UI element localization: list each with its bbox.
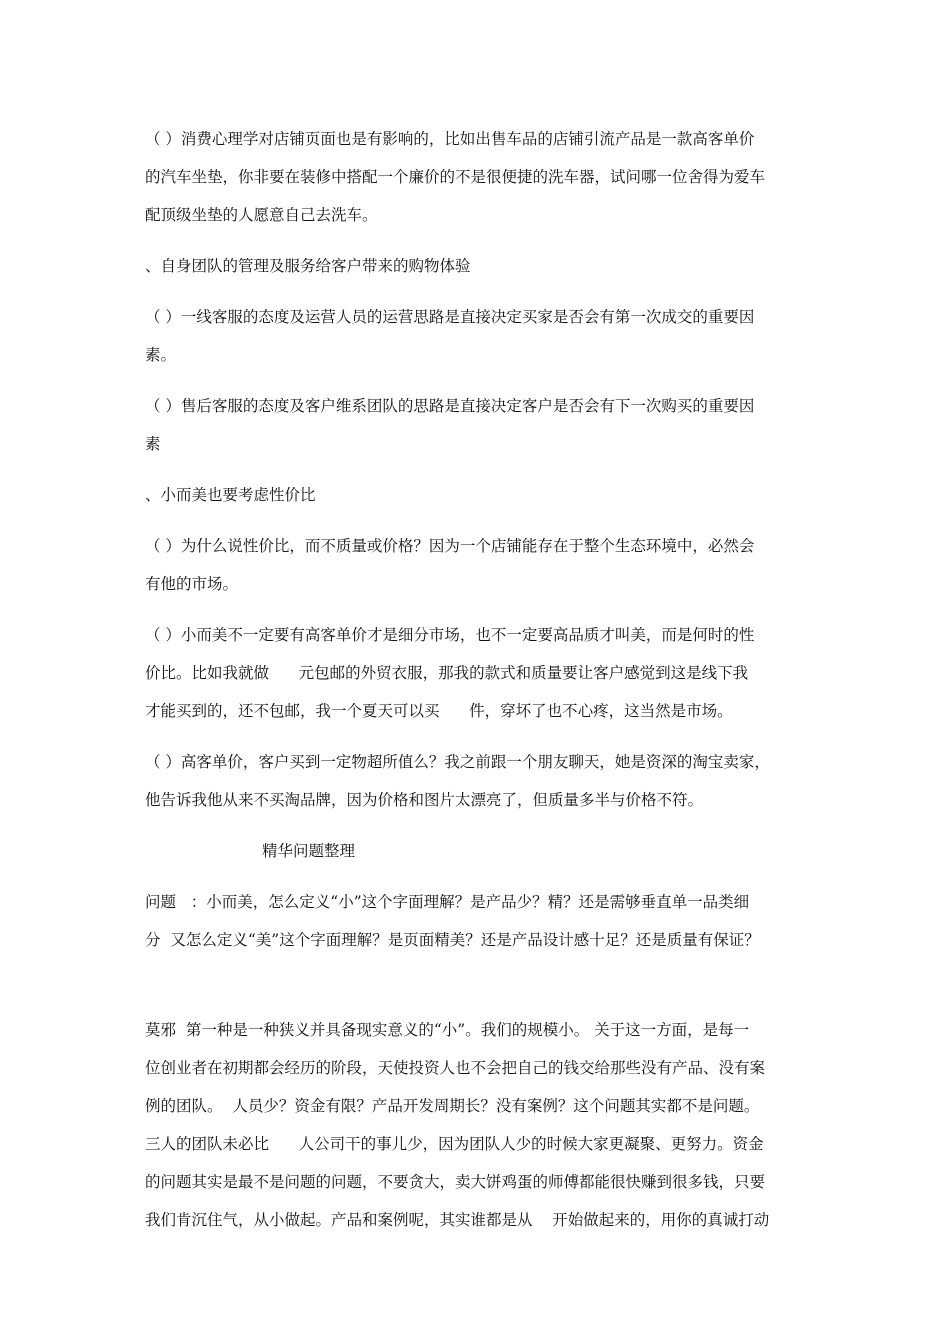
paragraph-line: （ ）消费心理学对店铺页面也是有影响的，比如出售车品的店铺引流产品是一款高客单价: [145, 130, 755, 148]
section-heading: 、自身团队的管理及服务给客户带来的购物体验: [145, 257, 471, 275]
answer-line: 位创业者在初期都会经历的阶段，天使投资人也不会把自己的钱交给那些没有产品、没有案: [145, 1059, 766, 1077]
section-title: 精华问题整理: [262, 842, 356, 860]
paragraph-line: （ ）售后客服的态度及客户维系团队的思路是直接决定客户是否会有下一次购买的重要因: [145, 397, 755, 415]
paragraph-line: 才能买到的，还不包邮，我一个夏天可以买 件，穿坏了也不心疼，这当然是市场。: [145, 702, 733, 720]
question-line: 问题 ：小而美，怎么定义“小”这个字面理解？是产品少？精？还是需够垂直单一品类细: [145, 893, 750, 911]
paragraph-line: 有他的市场。: [145, 575, 239, 593]
paragraph-line: （ ）为什么说性价比，而不质量或价格？因为一个店铺能存在于整个生态环境中，必然会: [145, 537, 755, 555]
answer-line: 莫邪 第一种是一种狭义并具备现实意义的“小”。我们的规模小。 关于这一方面，是每一: [145, 1021, 750, 1039]
answer-line: 的问题其实是最不是问题的问题，不要贪大，卖大饼鸡蛋的师傅都能很快赚到很多钱，只要: [145, 1173, 766, 1191]
question-line: 分 又怎么定义“美”这个字面理解？是页面精美？还是产品设计感十足？还是质量有保证？: [145, 931, 760, 949]
answer-line: 三人的团队未必比 人公司干的事儿少，因为团队人少的时候大家更凝聚、更努力。资金: [145, 1135, 764, 1153]
paragraph-line: 素。: [145, 346, 177, 364]
paragraph-line: （ ）小而美不一定要有高客单价才是细分市场，也不一定要高品质才叫美，而是何时的性: [145, 626, 755, 644]
paragraph-line: （ ）一线客服的态度及运营人员的运营思路是直接决定买家是否会有第一次成交的重要因: [145, 308, 755, 326]
answer-line: 我们肯沉住气，从小做起。产品和案例呢，其实谁都是从 开始做起来的，用你的真诚打动: [145, 1211, 770, 1229]
paragraph-line: 他告诉我他从来不买淘品牌，因为价格和图片太漂亮了，但质量多半与价格不符。: [145, 791, 704, 809]
answer-line: 例的团队。 人员少？资金有限？产品开发周期长？没有案例？这个问题其实都不是问题。: [145, 1097, 760, 1115]
paragraph-line: 素: [145, 435, 161, 453]
paragraph-line: （ ）高客单价，客户买到一定物超所值么？我之前跟一个朋友聊天，她是资深的淘宝卖家，: [145, 753, 770, 771]
paragraph-line: 的汽车坐垫，你非要在装修中搭配一个廉价的不是很便捷的洗车器，试问哪一位舍得为爱车: [145, 168, 766, 186]
paragraph-line: 配顶级坐垫的人愿意自己去洗车。: [145, 206, 378, 224]
paragraph-line: 价比。比如我就做 元包邮的外贸衣服，那我的款式和质量要让客户感觉到这是线下我: [145, 664, 749, 682]
section-heading: 、小而美也要考虑性价比: [145, 486, 316, 504]
